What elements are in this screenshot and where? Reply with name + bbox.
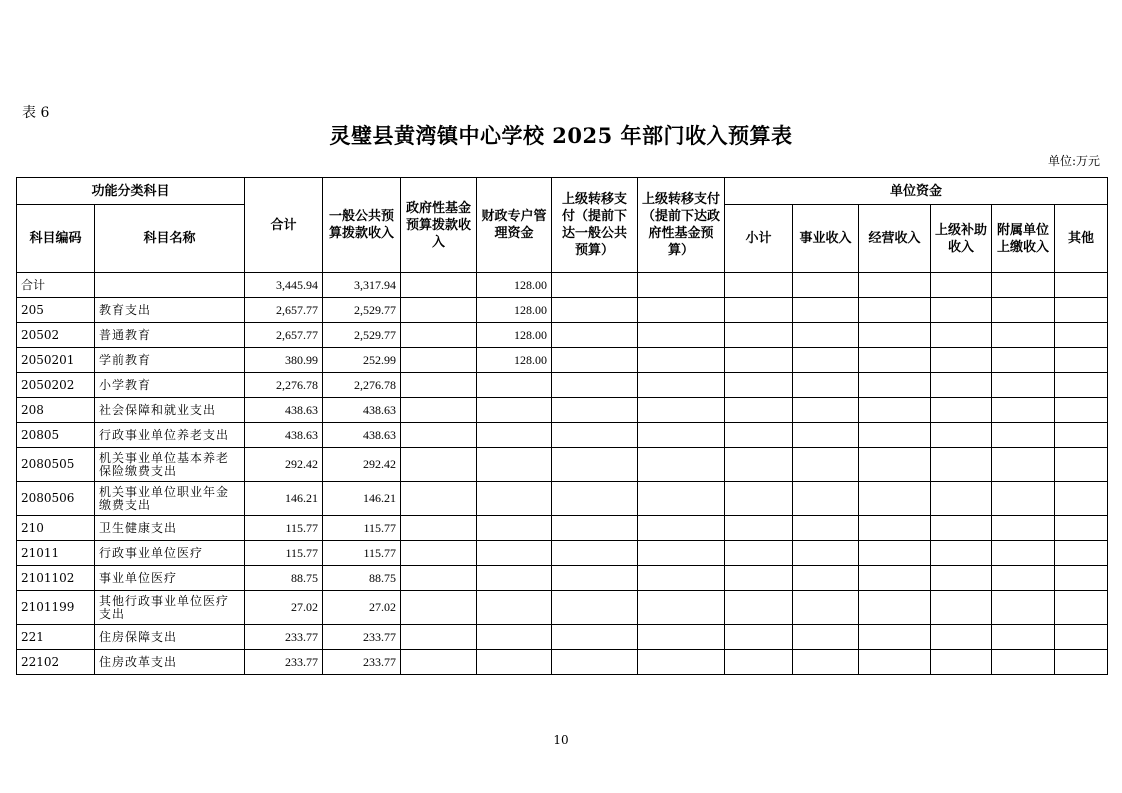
cell-operating [859,298,931,323]
table-row [17,423,1108,448]
cell-transfer-fund [638,566,725,591]
cell-business [793,348,859,373]
cell-other [1055,373,1108,398]
cell-transfer-general [552,625,638,650]
cell-name: 事业单位医疗 [95,566,245,591]
cell-code: 21011 [17,541,95,566]
cell-transfer-fund [638,373,725,398]
cell-special [477,566,552,591]
cell-business [793,541,859,566]
cell-transfer-general [552,650,638,675]
table-row [17,482,1108,516]
cell-affiliated [992,625,1055,650]
cell-total: 2,657.77 [245,298,323,323]
cell-other [1055,423,1108,448]
cell-operating [859,323,931,348]
cell-total: 88.75 [245,566,323,591]
cell-subsidy [931,516,992,541]
cell-name: 学前教育 [95,348,245,373]
cell-general: 146.21 [323,482,401,516]
cell-subtotal [725,398,793,423]
cell-total: 438.63 [245,398,323,423]
table-row [17,373,1108,398]
cell-code: 2080506 [17,482,95,516]
cell-operating [859,591,931,625]
cell-affiliated [992,323,1055,348]
cell-transfer-fund [638,398,725,423]
header-general-budget: 一般公共预算拨款收入 [323,178,401,273]
cell-transfer-general [552,273,638,298]
cell-general: 2,276.78 [323,373,401,398]
cell-subsidy [931,541,992,566]
cell-special [477,448,552,482]
cell-affiliated [992,298,1055,323]
header-special-account: 财政专户管理资金 [477,178,552,273]
cell-other [1055,625,1108,650]
cell-transfer-general [552,398,638,423]
header-subject-name: 科目名称 [95,205,245,273]
cell-other [1055,516,1108,541]
cell-other [1055,650,1108,675]
cell-special: 128.00 [477,348,552,373]
cell-special: 128.00 [477,273,552,298]
page-title: 灵璧县黄湾镇中心学校 2025 年部门收入预算表 [329,123,793,148]
cell-transfer-fund [638,650,725,675]
cell-subtotal [725,348,793,373]
cell-affiliated [992,541,1055,566]
cell-affiliated [992,482,1055,516]
cell-total: 2,657.77 [245,323,323,348]
cell-gov-fund [401,516,477,541]
cell-business [793,591,859,625]
cell-gov-fund [401,448,477,482]
cell-subtotal [725,323,793,348]
cell-subtotal [725,273,793,298]
cell-affiliated [992,448,1055,482]
cell-operating [859,448,931,482]
cell-general: 27.02 [323,591,401,625]
table-row [17,323,1108,348]
cell-transfer-fund [638,448,725,482]
cell-subsidy [931,298,992,323]
cell-general: 115.77 [323,541,401,566]
cell-subtotal [725,591,793,625]
cell-transfer-fund [638,541,725,566]
cell-business [793,273,859,298]
cell-affiliated [992,348,1055,373]
cell-subtotal [725,423,793,448]
cell-name: 住房保障支出 [95,625,245,650]
cell-name: 机关事业单位职业年金缴费支出 [95,482,245,516]
cell-other [1055,398,1108,423]
cell-business [793,625,859,650]
cell-code: 2080505 [17,448,95,482]
cell-special [477,373,552,398]
cell-code: 205 [17,298,95,323]
cell-general: 2,529.77 [323,298,401,323]
cell-general: 438.63 [323,398,401,423]
page-number: 10 [553,733,569,747]
cell-name: 机关事业单位基本养老保险缴费支出 [95,448,245,482]
cell-code: 2101199 [17,591,95,625]
cell-gov-fund [401,541,477,566]
cell-name: 住房改革支出 [95,650,245,675]
cell-operating [859,348,931,373]
table-number: 表 6 [22,105,50,121]
cell-operating [859,541,931,566]
header-subject-code: 科目编码 [17,205,95,273]
cell-subsidy [931,398,992,423]
cell-special [477,541,552,566]
table-row [17,398,1108,423]
cell-gov-fund [401,348,477,373]
cell-subtotal [725,298,793,323]
cell-gov-fund [401,591,477,625]
header-operating-income: 经营收入 [859,205,931,273]
revenue-budget-table [16,177,1108,675]
table-row [17,591,1108,625]
cell-special: 128.00 [477,298,552,323]
cell-subtotal [725,625,793,650]
table-row [17,273,1108,298]
cell-name: 行政事业单位养老支出 [95,423,245,448]
cell-subtotal [725,541,793,566]
table-row [17,298,1108,323]
cell-gov-fund [401,482,477,516]
cell-subsidy [931,348,992,373]
cell-subsidy [931,650,992,675]
cell-general: 438.63 [323,423,401,448]
cell-business [793,482,859,516]
cell-gov-fund [401,423,477,448]
cell-affiliated [992,373,1055,398]
cell-name: 行政事业单位医疗 [95,541,245,566]
cell-affiliated [992,423,1055,448]
cell-name: 普通教育 [95,323,245,348]
table-row [17,566,1108,591]
cell-transfer-fund [638,323,725,348]
cell-subtotal [725,482,793,516]
cell-operating [859,423,931,448]
cell-business [793,516,859,541]
cell-total: 233.77 [245,650,323,675]
cell-business [793,566,859,591]
cell-subsidy [931,273,992,298]
cell-transfer-fund [638,482,725,516]
cell-business [793,373,859,398]
cell-transfer-general [552,591,638,625]
cell-operating [859,398,931,423]
cell-subtotal [725,650,793,675]
cell-transfer-general [552,566,638,591]
table-row [17,448,1108,482]
cell-total: 380.99 [245,348,323,373]
header-transfer-fund: 上级转移支付（提前下达政府性基金预算） [638,178,725,273]
cell-other [1055,323,1108,348]
cell-operating [859,650,931,675]
cell-transfer-fund [638,516,725,541]
cell-general: 2,529.77 [323,323,401,348]
cell-transfer-general [552,448,638,482]
header-superior-subsidy: 上级补助收入 [931,205,992,273]
cell-general: 233.77 [323,650,401,675]
cell-other [1055,482,1108,516]
unit-label: 单位:万元 [1047,154,1100,168]
cell-operating [859,373,931,398]
cell-transfer-fund [638,591,725,625]
cell-operating [859,482,931,516]
cell-operating [859,516,931,541]
cell-name: 社会保障和就业支出 [95,398,245,423]
cell-special [477,423,552,448]
header-other: 其他 [1055,205,1108,273]
cell-code: 221 [17,625,95,650]
cell-subsidy [931,448,992,482]
cell-other [1055,448,1108,482]
cell-special [477,650,552,675]
cell-subsidy [931,323,992,348]
cell-total: 27.02 [245,591,323,625]
cell-operating [859,566,931,591]
cell-other [1055,541,1108,566]
cell-code: 2050202 [17,373,95,398]
cell-gov-fund [401,373,477,398]
cell-other [1055,566,1108,591]
cell-subsidy [931,625,992,650]
header-function-classification: 功能分类科目 [17,178,245,205]
cell-subsidy [931,373,992,398]
cell-transfer-general [552,298,638,323]
cell-code: 22102 [17,650,95,675]
cell-code: 2101102 [17,566,95,591]
cell-gov-fund [401,625,477,650]
table-row [17,541,1108,566]
cell-total: 233.77 [245,625,323,650]
cell-special [477,516,552,541]
table-row [17,516,1108,541]
cell-transfer-general [552,482,638,516]
cell-business [793,423,859,448]
cell-affiliated [992,591,1055,625]
cell-operating [859,273,931,298]
cell-special [477,591,552,625]
cell-general: 233.77 [323,625,401,650]
cell-transfer-general [552,516,638,541]
cell-transfer-fund [638,423,725,448]
cell-subsidy [931,591,992,625]
cell-name [95,273,245,298]
header-unit-funds: 单位资金 [725,178,1108,205]
cell-code: 208 [17,398,95,423]
cell-code: 2050201 [17,348,95,373]
cell-special: 128.00 [477,323,552,348]
cell-total: 292.42 [245,448,323,482]
cell-affiliated [992,566,1055,591]
header-transfer-general: 上级转移支付（提前下达一般公共预算） [552,178,638,273]
cell-other [1055,348,1108,373]
cell-operating [859,625,931,650]
cell-subtotal [725,516,793,541]
cell-other [1055,298,1108,323]
cell-code: 210 [17,516,95,541]
cell-subsidy [931,482,992,516]
cell-transfer-fund [638,348,725,373]
cell-affiliated [992,516,1055,541]
cell-business [793,398,859,423]
cell-subtotal [725,373,793,398]
table-row [17,348,1108,373]
cell-subtotal [725,566,793,591]
cell-general: 292.42 [323,448,401,482]
table-row [17,625,1108,650]
cell-business [793,448,859,482]
cell-gov-fund [401,650,477,675]
header-total: 合计 [245,178,323,273]
cell-total: 115.77 [245,541,323,566]
header-affiliated-income: 附属单位上缴收入 [992,205,1055,273]
cell-other [1055,273,1108,298]
cell-gov-fund [401,566,477,591]
cell-total: 115.77 [245,516,323,541]
cell-total: 2,276.78 [245,373,323,398]
table-row [17,650,1108,675]
cell-subsidy [931,566,992,591]
cell-special [477,482,552,516]
cell-business [793,650,859,675]
cell-transfer-fund [638,273,725,298]
cell-code: 20805 [17,423,95,448]
cell-total: 146.21 [245,482,323,516]
cell-special [477,625,552,650]
cell-name: 小学教育 [95,373,245,398]
cell-gov-fund [401,298,477,323]
cell-name: 卫生健康支出 [95,516,245,541]
cell-transfer-general [552,423,638,448]
cell-special [477,398,552,423]
cell-name: 其他行政事业单位医疗支出 [95,591,245,625]
cell-subsidy [931,423,992,448]
cell-transfer-fund [638,298,725,323]
header-business-income: 事业收入 [793,205,859,273]
cell-transfer-general [552,373,638,398]
cell-general: 115.77 [323,516,401,541]
cell-gov-fund [401,323,477,348]
cell-code: 合计 [17,273,95,298]
cell-affiliated [992,273,1055,298]
cell-general: 252.99 [323,348,401,373]
cell-transfer-fund [638,625,725,650]
cell-transfer-general [552,323,638,348]
cell-affiliated [992,398,1055,423]
cell-gov-fund [401,273,477,298]
cell-total: 438.63 [245,423,323,448]
cell-gov-fund [401,398,477,423]
cell-transfer-general [552,541,638,566]
cell-other [1055,591,1108,625]
cell-general: 88.75 [323,566,401,591]
cell-total: 3,445.94 [245,273,323,298]
header-gov-fund-budget: 政府性基金预算拨款收入 [401,178,477,273]
cell-business [793,298,859,323]
cell-affiliated [992,650,1055,675]
cell-code: 20502 [17,323,95,348]
cell-subtotal [725,448,793,482]
header-subtotal: 小计 [725,205,793,273]
cell-business [793,323,859,348]
cell-name: 教育支出 [95,298,245,323]
cell-general: 3,317.94 [323,273,401,298]
cell-transfer-general [552,348,638,373]
